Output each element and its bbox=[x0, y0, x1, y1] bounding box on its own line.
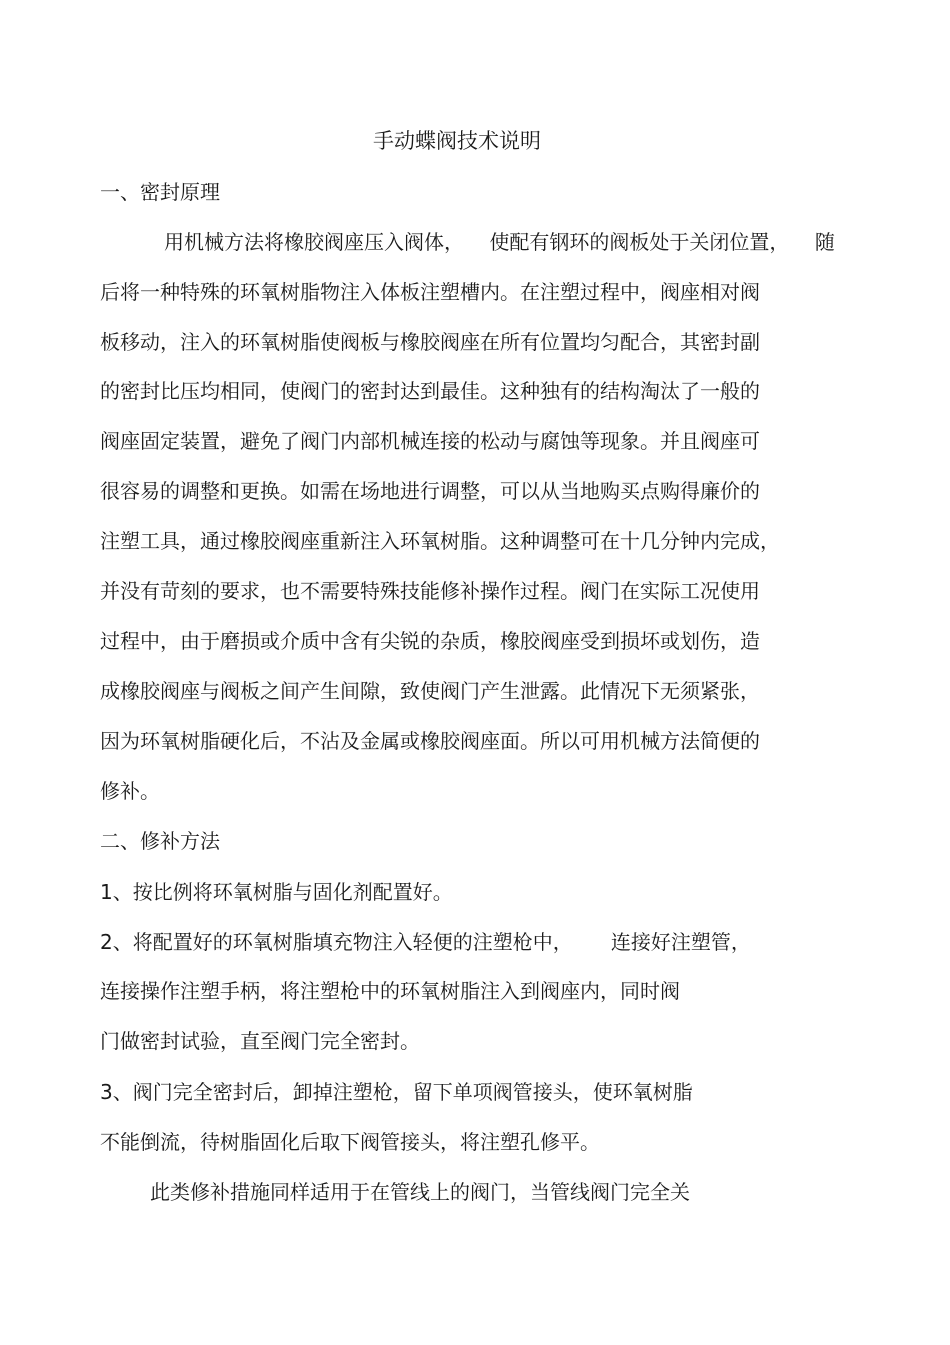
section1-paragraph-line: 的密封比压均相同，使阀门的密封达到最佳。这种独有的结构淘汰了一般的 bbox=[100, 379, 760, 403]
section1-paragraph-line: 成橡胶阀座与阀板之间产生间隙，致使阀门产生泄露。此情况下无须紧张， bbox=[100, 679, 760, 703]
section2-item-2-line: 门做密封试验，直至阀门完全密封。 bbox=[100, 1029, 420, 1053]
section2-item-3-line: 不能倒流，待树脂固化后取下阀管接头，将注塑孔修平。 bbox=[100, 1130, 600, 1154]
section1-paragraph-line: 很容易的调整和更换。如需在场地进行调整，可以从当地购买点购得廉价的 bbox=[100, 479, 760, 503]
section1-paragraph-line: 因为环氧树脂硬化后，不沾及金属或橡胶阀座面。所以可用机械方法简便的 bbox=[100, 729, 760, 753]
section2-item-2-line: 连接操作注塑手柄，将注塑枪中的环氧树脂注入到阀座内，同时阀 bbox=[100, 979, 680, 1003]
section1-paragraph-line: 用机械方法将橡胶阀座压入阀体， 使配有钢环的阀板处于关闭位置， 随 bbox=[164, 230, 835, 254]
section1-paragraph-line: 修补。 bbox=[100, 779, 160, 803]
section1-paragraph-line: 并没有苛刻的要求，也不需要特殊技能修补操作过程。阀门在实际工况使用 bbox=[100, 579, 760, 603]
section2-item-2-line: 2、将配置好的环氧树脂填充物注入轻便的注塑枪中， 连接好注塑管， bbox=[100, 930, 751, 954]
section1-paragraph-line: 后将一种特殊的环氧树脂物注入体板注塑槽内。在注塑过程中，阀座相对阀 bbox=[100, 280, 760, 304]
section1-paragraph-line: 阀座固定装置，避免了阀门内部机械连接的松动与腐蚀等现象。并且阀座可 bbox=[100, 429, 760, 453]
section2-item-3-line: 3、阀门完全密封后，卸掉注塑枪，留下单项阀管接头，使环氧树脂 bbox=[100, 1080, 693, 1104]
section2-closing-line: 此类修补措施同样适用于在管线上的阀门，当管线阀门完全关 bbox=[150, 1180, 690, 1204]
section1-heading: 一、密封原理 bbox=[100, 180, 220, 204]
document-title: 手动蝶阀技术说明 bbox=[373, 129, 541, 153]
section1-paragraph-line: 注塑工具，通过橡胶阀座重新注入环氧树脂。这种调整可在十几分钟内完成， bbox=[100, 529, 780, 553]
section2-heading: 二、修补方法 bbox=[100, 829, 220, 853]
section2-item-1: 1、按比例将环氧树脂与固化剂配置好。 bbox=[100, 880, 453, 904]
section1-paragraph-line: 过程中，由于磨损或介质中含有尖锐的杂质，橡胶阀座受到损坏或划伤，造 bbox=[100, 629, 760, 653]
section1-paragraph-line: 板移动，注入的环氧树脂使阀板与橡胶阀座在所有位置均匀配合，其密封副 bbox=[100, 330, 760, 354]
